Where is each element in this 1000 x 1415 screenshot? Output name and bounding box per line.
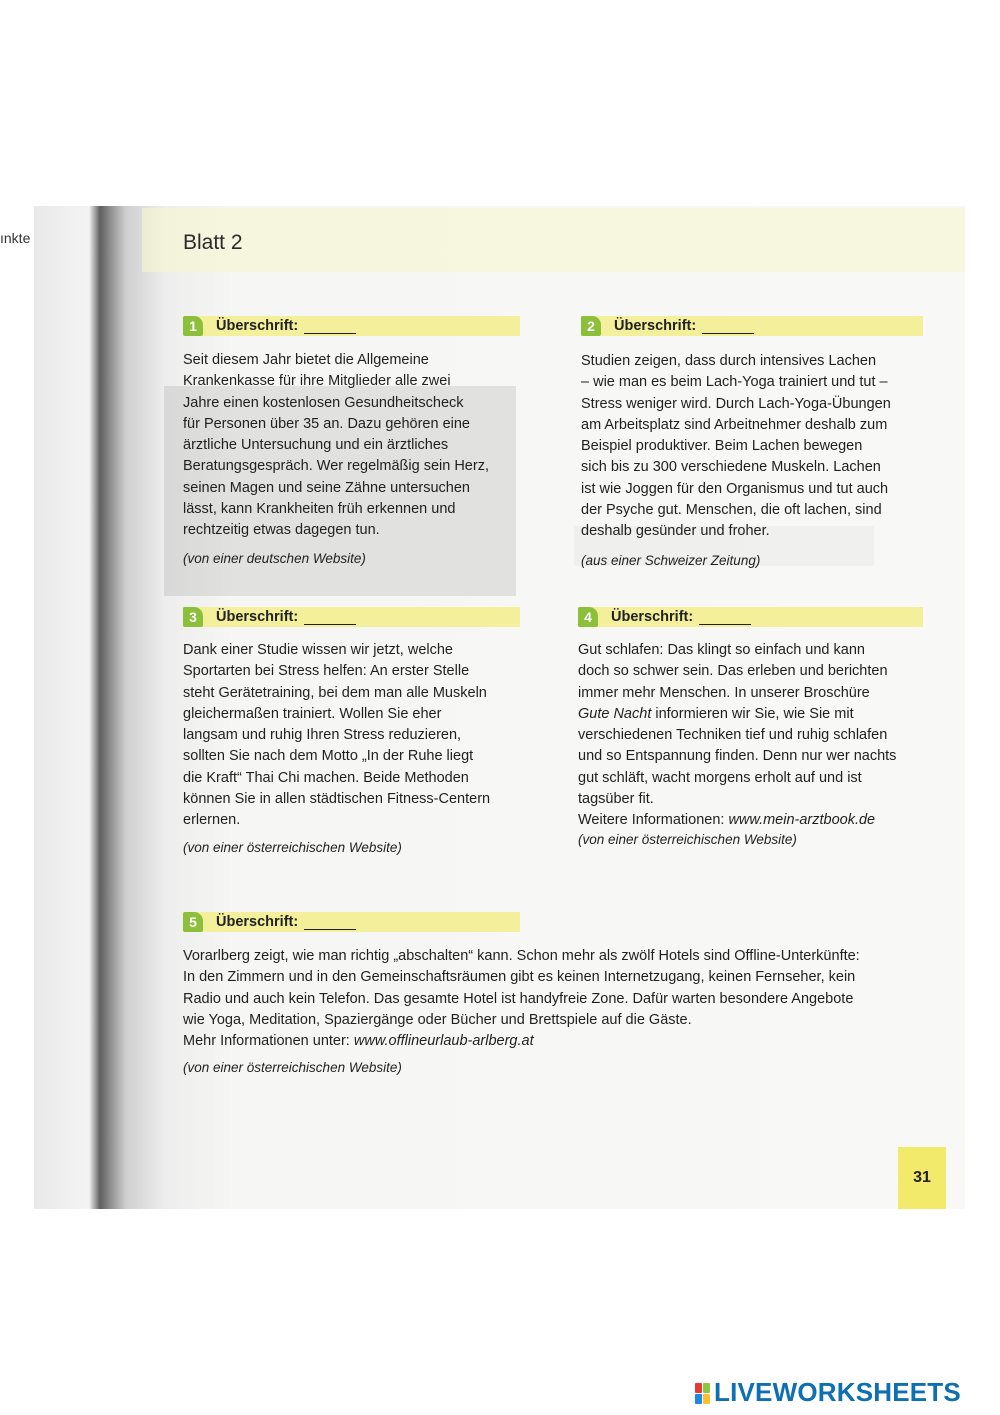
- section-number-badge: 4: [578, 607, 598, 627]
- section-3-source: (von einer österreichischen Website): [183, 840, 402, 855]
- section-number-badge: 5: [183, 912, 203, 932]
- logo-grid-icon: [695, 1383, 710, 1403]
- heading-blank-field[interactable]: [699, 610, 751, 625]
- section-4-source: (von einer österreichischen Website): [578, 832, 797, 847]
- section-5-header: [183, 912, 520, 932]
- section-1-text: Seit diesem Jahr bietet die Allgemeine Krankenkasse für ihre Mitglieder alle zwei Jahre einen kostenlosen Gesundheitscheck für Personen über 35 an. Dazu gehören eine ärztliche Untersuchung und ein ärztliches Beratungsgespräch. Wer regelmäßig sein Herz, seinen Magen und seine Zähne untersuchen lässt, kann Krankheiten früh erkennen und rechtzeitig etwas dagegen tun.: [183, 352, 489, 539]
- heading-label: Überschrift:: [216, 318, 299, 334]
- bleed-through-band: [142, 208, 965, 272]
- section-1-source: (von einer deutschen Website): [183, 551, 366, 566]
- heading-blank-field[interactable]: [304, 319, 356, 334]
- heading-blank-field[interactable]: [702, 319, 754, 334]
- section-4-text: Gut schlafen: Das klingt so einfach und kann doch so schwer sein. Das erleben und berichten immer mehr Menschen. In unserer Broschüre Gute Nacht informieren wir Sie, wie Sie mit verschiedenen Techniken tief und ruhig schlafen und so Entspannung finden. Denn nur wer nachts gut schläft, wacht morgens erholt auf und ist tagsüber fit. Weitere Informationen: www.mein-arztbook.de: [578, 642, 897, 829]
- left-margin-text: ınkte: [0, 230, 31, 246]
- heading-label: Überschrift:: [611, 609, 694, 625]
- brochure-link[interactable]: www.mein-arztbook.de: [728, 812, 876, 829]
- section-2-text: Studien zeigen, dass durch intensives Lachen – wie man es beim Lach-Yoga trainiert und tut – Stress weniger wird. Durch Lach-Yoga-Übungen am Arbeitsplatz sind Arbeitnehmer deshalb zum Beispiel produktiver. Beim Lachen bewegen sich bis zu 300 verschiedene Muskeln. Lachen ist wie Joggen für den Organismus und tut auch der Psyche gut. Menschen, die oft lachen, sind deshalb gesünder und froher.: [581, 353, 891, 540]
- section-number-badge: 1: [183, 316, 203, 336]
- bleed-through-text: [182, 206, 188, 232]
- page-number: 31: [898, 1147, 946, 1209]
- section-5-source: (von einer österreichischen Website): [183, 1060, 402, 1075]
- section-4-header: [578, 607, 923, 627]
- hotel-info-link[interactable]: www.offlineurlaub-arlberg.at: [353, 1033, 534, 1050]
- section-3-header: [183, 607, 520, 627]
- section-2-source: (aus einer Schweizer Zeitung): [581, 553, 761, 568]
- heading-blank-field[interactable]: [304, 610, 356, 625]
- liveworksheets-logo[interactable]: [695, 1377, 961, 1408]
- section-3-text: Dank einer Studie wissen wir jetzt, welche Sportarten bei Stress helfen: An erster Stelle steht Gerätetraining, bei dem man alle Muskeln gleichermaßen trainiert. Wollen Sie eher langsam und ruhig Ihren Stress reduzieren, sollten Sie nach dem Motto „In der Ruhe liegt die Kraft“ Thai Chi machen. Beide Methoden können Sie in allen städtischen Fitness-Centern erlernen.: [183, 642, 491, 829]
- section-number-badge: 3: [183, 607, 203, 627]
- heading-label: Überschrift:: [614, 318, 697, 334]
- heading-label: Überschrift:: [216, 914, 299, 930]
- section-1-header: [183, 316, 520, 336]
- heading-blank-field[interactable]: [304, 915, 356, 930]
- section-2-header: [581, 316, 923, 336]
- section-5-text: Vorarlberg zeigt, wie man richtig „abschalten“ kann. Schon mehr als zwölf Hotels sind Offline-Unterkünfte: In den Zimmern und in den Gemeinschaftsräumen gibt es keinen Internetzugang, keinen Fernseher, kein Radio und auch kein Telefon. Das gesamte Hotel ist handyfreie Zone. Dafür warten besondere Angebote wie Yoga, Meditation, Spaziergänge oder Bücher und Brettspiele auf die Gäste. Mehr Informationen unter: www.offlineurlaub-arlberg.at: [183, 948, 860, 1050]
- brand-name: LIVEWORKSHEETS: [714, 1377, 961, 1407]
- heading-label: Überschrift:: [216, 609, 299, 625]
- section-number-badge: 2: [581, 316, 601, 336]
- page-title: Blatt 2: [183, 231, 243, 254]
